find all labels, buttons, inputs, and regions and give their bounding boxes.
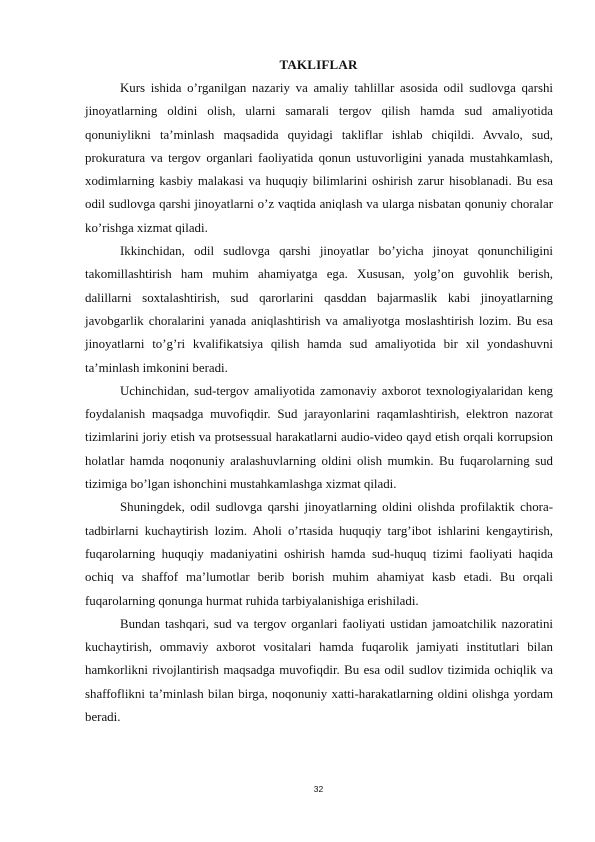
document-body [85,77,553,729]
paragraph-1: Kurs ishida o’rganilgan nazariy va amaliy tahlillar asosida odil sudlovga qarshi jinoyatlarning oldini olish, ularni samarali tergov qilish hamda sud amaliyotida qonuniylikni ta’minlash maqsadida quyidagi takliflar ishlab chiqildi. Avvalo, sud, prokuratura va tergov organlari faoliyatida qonun ustuvorligini yanada mustahkamlash, xodimlarning kasbiy malakasi va huquqiy bilimlarini oshirish zarur hisoblanadi. Bu esa odil sudlovga qarshi jinoyatlarni o’z vaqtida aniqlash va ularga nisbatan qonuniy choralar ko’rishga xizmat qiladi. [85,81,553,235]
page-title: TAKLIFLAR [279,57,358,72]
paragraph-5: Bundan tashqari, sud va tergov organlari faoliyati ustidan jamoatchilik nazoratini kuchaytirish, ommaviy axborot vositalari hamda fuqarolik jamiyati institutlari bilan hamkorlikni rivojlantirish maqsadga muvofiqdir. Bu esa odil sudlov tizimida ochiqlik va shaffoflikni ta’minlash bilan birga, noqonuniy xatti-harakatlarning oldini olishga yordam beradi. [85,616,553,725]
paragraph-2: Ikkinchidan, odil sudlovga qarshi jinoyatlar bo’yicha jinoyat qonunchiligini takomillashtirish ham muhim ahamiyatga ega. Xususan, yolg’on guvohlik berish, dalillarni soxtalashtirish, sud qarorlarini qasddan bajarmaslik kabi jinoyatlarning javobgarlik choralarini yanada aniqlashtirish va amaliyotga moslashtirish lozim. Bu esa jinoyatlarni to’g’ri kvalifikatsiya qilish hamda sud amaliyotida bir xil yondashuvni ta’minlash imkonini beradi. [85,244,553,375]
paragraph-4: Shuningdek, odil sudlovga qarshi jinoyatlarning oldini olishda profilaktik chora-tadbirlarni kuchaytirish lozim. Aholi o’rtasida huquqiy targ’ibot ishlarini kengaytirish, fuqarolarning huquqiy madaniyatini oshirish hamda sud-huquq tizimi faoliyati haqida ochiq va shaffof ma’lumotlar berib borish muhim ahamiyat kasb etadi. Bu orqali fuqarolarning qonunga hurmat ruhida tarbiyalanishiga erishiladi. [85,500,553,608]
page-number: 32 [313,784,324,794]
paragraph-3: Uchinchidan, sud-tergov amaliyotida zamonaviy axborot texnologiyalaridan keng foydalanish maqsadga muvofiqdir. Sud jarayonlarini raqamlashtirish, elektron nazorat tizimlarini joriy etish va protsessual harakatlarni audio-video qayd etish orqali korrupsion holatlar hamda noqonuniy aralashuvlarning oldini olish mumkin. Bu fuqarolarning sud tizimiga bo’lgan ishonchini mustahkamlashga xizmat qiladi. [85,383,553,492]
